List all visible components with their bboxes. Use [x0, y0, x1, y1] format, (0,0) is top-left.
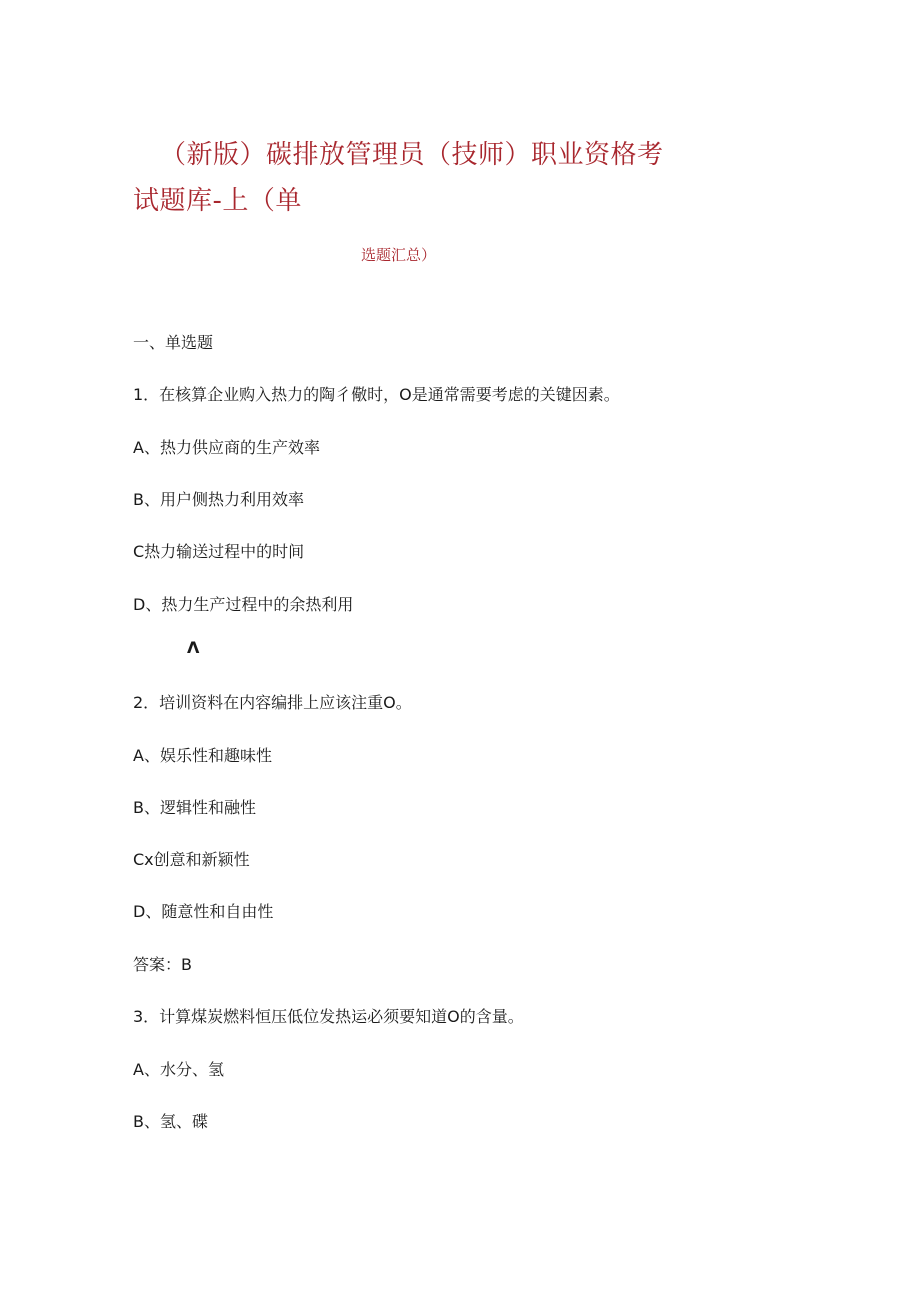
question-2-stem: 2．培训资料在内容编排上应该注重O。 [133, 693, 412, 712]
question-1-option-c: C热力输送过程中的时间 [133, 542, 305, 561]
question-1-option-b: B、用户侧热力利用效率 [133, 490, 304, 509]
document-title-line-2: 试题库-上（单 [133, 186, 302, 216]
question-2-option-c: Cx创意和新颍性 [133, 850, 250, 869]
question-1-option-a: A、热力供应商的生产效率 [133, 438, 320, 457]
section-heading: 一、单选题 [133, 333, 214, 352]
question-3-option-a: A、水分、氢 [133, 1060, 224, 1079]
question-1-stem: 1．在核算企业购入热力的陶彳儆时，O是通常需要考虑的关键因素。 [133, 385, 620, 404]
question-2-option-d: D、随意性和自由性 [133, 902, 274, 921]
question-3-stem: 3．计算煤炭燃料恒压低位发热运必须要知道O的含量。 [133, 1007, 524, 1026]
question-2-option-b: B、逻辑性和融性 [133, 798, 256, 817]
question-2-answer: 答案：B [133, 955, 192, 974]
question-1-option-d: D、热力生产过程中的余热利用 [133, 595, 354, 614]
question-1-answer: Λ [187, 638, 200, 657]
question-3-option-b: B、氢、碟 [133, 1112, 208, 1131]
document-subtitle: 选题汇总） [361, 246, 437, 264]
question-2-option-a: A、娱乐性和趣味性 [133, 746, 272, 765]
document-title-line-1: （新版）碳排放管理员（技师）职业资格考 [160, 140, 664, 170]
